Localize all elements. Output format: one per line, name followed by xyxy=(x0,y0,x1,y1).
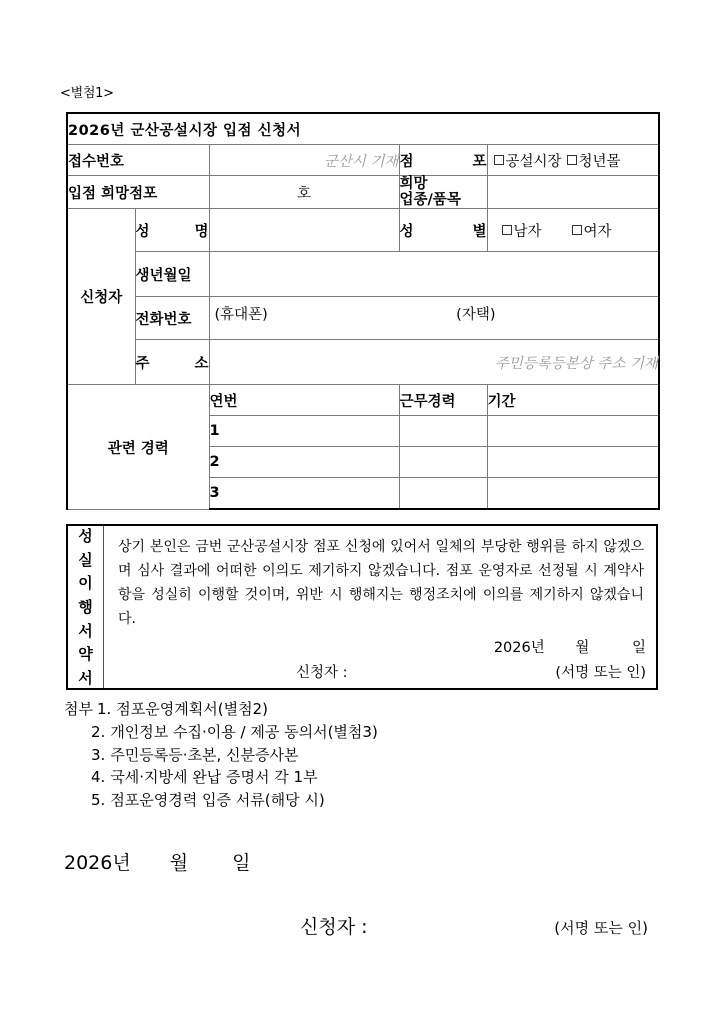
checkbox-icon[interactable] xyxy=(572,225,582,235)
attachment-item xyxy=(64,721,378,744)
pledge-label-char: 성 xyxy=(78,527,93,545)
footer-signature-label: 신청자 : xyxy=(300,916,368,938)
store-type-field[interactable] xyxy=(487,145,659,176)
checkbox-public-market[interactable] xyxy=(494,150,562,171)
footer-date-year: 2026년 xyxy=(64,852,131,874)
attachment-number: 4. xyxy=(91,768,106,787)
checkbox-male[interactable] xyxy=(502,220,542,241)
address-field[interactable]: 주민등록등본상 주소 기재 xyxy=(209,340,659,385)
name-field[interactable] xyxy=(209,209,399,252)
experience-col-period: 기간 xyxy=(487,385,659,416)
desired-store-field[interactable] xyxy=(209,176,399,209)
experience-career-field[interactable] xyxy=(399,478,487,510)
gender-label: 성 별 xyxy=(399,209,487,252)
store-type-label: 점 포 xyxy=(399,145,487,176)
phone-label: 전화번호 xyxy=(135,297,209,340)
receipt-row xyxy=(67,145,659,176)
attachment-number: 2. xyxy=(91,722,106,741)
experience-no: 2 xyxy=(209,447,399,478)
birthdate-field[interactable] xyxy=(209,252,659,297)
attachment-text: 국세·지방세 완납 증명서 각 1부 xyxy=(110,768,318,787)
pledge-label-char: 약 xyxy=(78,645,93,664)
checkbox-label: 여자 xyxy=(583,223,612,240)
birthdate-row xyxy=(67,252,659,297)
application-form-table xyxy=(66,112,660,510)
address-row xyxy=(67,340,659,385)
birthdate-label: 생년월일 xyxy=(135,252,209,297)
footer-date-month: 월 xyxy=(169,852,189,874)
attachment-item xyxy=(64,744,378,767)
desired-business-label-line1: 희망 xyxy=(399,176,428,192)
name-row xyxy=(67,209,659,252)
phone-row xyxy=(67,297,659,340)
desired-store-unit: 호 xyxy=(296,185,311,202)
checkbox-label: 남자 xyxy=(513,223,542,240)
experience-col-no: 연번 xyxy=(209,385,399,416)
footer-seal-note: (서명 또는 인) xyxy=(554,919,648,937)
address-label: 주 소 xyxy=(135,340,209,385)
attachment-list-label: 첨부 xyxy=(64,700,93,718)
phone-home-label: (자택) xyxy=(456,307,496,324)
attachment-number: 5. xyxy=(91,791,106,810)
phone-field[interactable] xyxy=(209,297,659,340)
attachment-text: 점포운영경력 입증 서류(해당 시) xyxy=(110,791,325,810)
gender-field[interactable] xyxy=(487,209,659,252)
desired-business-label xyxy=(399,176,487,209)
experience-no: 1 xyxy=(209,416,399,447)
checkbox-youth-mall[interactable] xyxy=(567,150,621,171)
pledge-text: 상기 본인은 금번 군산공설시장 점포 신청에 있어서 일체의 부당한 행위를 하지 않겠으며 심사 결과에 어떠한 이의도 제기하지 않겠습니다. 점포 운영자로 선정될 시 계약사항을 성실히 이행할 것이며, 위반 시 행해지는 행정조치에 이의를 제기하지 않겠습니다. xyxy=(118,539,644,628)
checkbox-label: 청년몰 xyxy=(578,153,621,170)
pledge-signature-label: 신청자 : xyxy=(296,665,348,681)
pledge-signature-line xyxy=(296,661,646,682)
pledge-label-char: 서 xyxy=(78,621,93,640)
attachment-number: 1. xyxy=(96,700,112,718)
experience-col-career: 근무경력 xyxy=(399,385,487,416)
pledge-vertical-label xyxy=(68,526,104,688)
checkbox-label: 공설시장 xyxy=(505,153,562,170)
desired-store-label: 입점 희망점포 xyxy=(67,176,209,209)
experience-period-field[interactable] xyxy=(487,447,659,478)
attachment-item xyxy=(64,698,378,721)
attachment-text: 개인정보 수집·이용 / 제공 동의서(별첨3) xyxy=(110,722,378,741)
checkbox-female[interactable] xyxy=(572,220,612,241)
desired-business-field[interactable] xyxy=(487,176,659,209)
experience-section-label: 관련 경력 xyxy=(67,385,209,510)
desired-business-label-line2: 업종/품목 xyxy=(399,192,461,209)
checkbox-icon[interactable] xyxy=(502,225,512,235)
pledge-label-char: 행 xyxy=(78,597,93,616)
pledge-date-day: 일 xyxy=(631,640,646,656)
form-title-row xyxy=(67,113,659,145)
pledge-date-year: 2026년 xyxy=(493,640,545,656)
receipt-number-field[interactable]: 군산시 기재 xyxy=(209,145,399,176)
attachment-text: 점포운영계획서(별첨2) xyxy=(116,700,268,718)
phone-mobile-label: (휴대폰) xyxy=(214,307,268,324)
pledge-box xyxy=(66,524,658,690)
checkbox-icon[interactable] xyxy=(494,155,504,165)
attachment-list xyxy=(64,698,378,812)
receipt-number-label: 접수번호 xyxy=(67,145,209,176)
pledge-body xyxy=(104,526,656,688)
pledge-date xyxy=(494,636,646,657)
footer-date-day: 일 xyxy=(232,852,251,874)
attachment-marker: <별첨1> xyxy=(60,86,114,101)
checkbox-icon[interactable] xyxy=(567,155,577,165)
pledge-label-char: 서 xyxy=(78,668,93,687)
experience-header-row xyxy=(67,385,659,416)
experience-period-field[interactable] xyxy=(487,478,659,510)
pledge-date-month: 월 xyxy=(575,640,590,656)
footer-date xyxy=(64,848,251,875)
attachment-number: 3. xyxy=(91,745,106,764)
name-label: 성 명 xyxy=(135,209,209,252)
desired-store-row xyxy=(67,176,659,209)
pledge-label-char: 실 xyxy=(78,550,93,569)
pledge-seal-note: (서명 또는 인) xyxy=(555,665,646,681)
applicant-section-label: 신청자 xyxy=(67,209,135,385)
attachment-item xyxy=(64,766,378,789)
experience-career-field[interactable] xyxy=(399,416,487,447)
experience-no: 3 xyxy=(209,478,399,510)
footer-signature-line xyxy=(300,912,648,939)
experience-period-field[interactable] xyxy=(487,416,659,447)
page-title: 2026년 군산공설시장 입점 신청서 xyxy=(67,113,659,145)
pledge-label-char: 이 xyxy=(78,574,93,593)
attachment-text: 주민등록등·초본, 신분증사본 xyxy=(110,745,299,764)
experience-career-field[interactable] xyxy=(399,447,487,478)
attachment-item xyxy=(64,789,378,812)
